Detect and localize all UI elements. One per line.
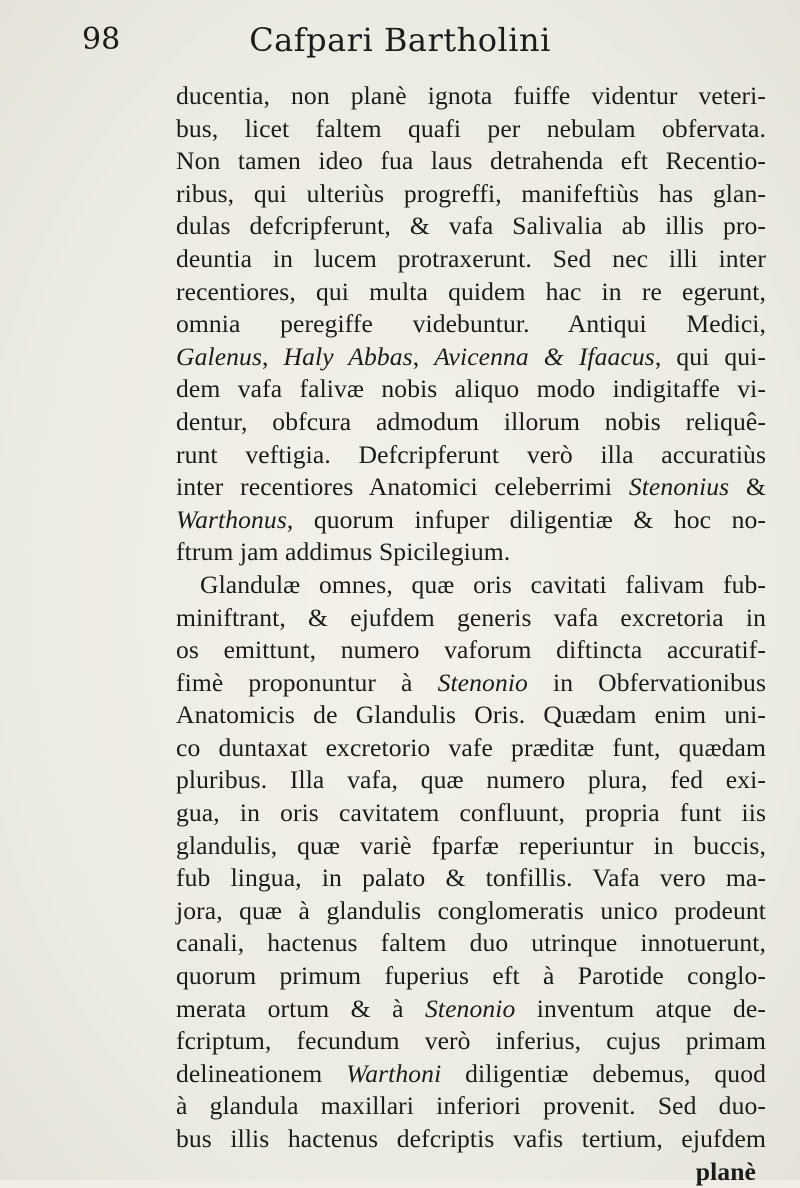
text-segment: miniftrant, & ejufdem generis vafa excretoria in <box>176 602 766 632</box>
text-segment: jora, quæ à glandulis conglomeratis unico prodeunt <box>176 895 766 925</box>
text-segment: inventum atque de- <box>515 993 766 1023</box>
catchword: planè <box>695 1156 756 1186</box>
text-segment: omnia peregiffe videbuntur. Antiqui Medici, <box>176 309 766 339</box>
italic-name: Galenus <box>176 341 263 371</box>
text-segment: os emittunt, numero vaforum diftinctа accuratif- <box>176 635 766 665</box>
text-segment: à glandula maxillari inferiori provenit. Sed duo- <box>176 1091 766 1121</box>
italic-name: Stenonius <box>628 472 730 502</box>
text-line <box>176 1025 766 1058</box>
text-segment: fub lingua, in palato & tonfillis. Vafa vero ma- <box>176 863 766 893</box>
text-segment: bus illis hactenus defcriptis vafis tertium, ejufdem <box>176 1124 766 1153</box>
italic-name: Warthonus <box>176 504 287 534</box>
text-segment: , <box>412 341 435 371</box>
text-line <box>176 569 766 602</box>
text-segment: , qui qui- <box>654 341 766 371</box>
text-segment: fimè proponuntur à <box>176 667 438 697</box>
text-segment: Non tamen ideo fua laus detrahenda eft Recentio- <box>176 146 766 176</box>
italic-name: Avicenna & Ifaacus <box>434 341 655 371</box>
text-segment: deuntia in lucem protraxerunt. Sed nec illi inter <box>176 243 766 273</box>
text-line <box>176 1058 766 1091</box>
text-line <box>176 634 766 667</box>
text-segment: diligentiæ debemus, quod <box>441 1058 766 1088</box>
italic-name: Haly Abbas <box>283 341 413 371</box>
text-line <box>176 113 766 146</box>
text-line <box>176 341 766 374</box>
page-header <box>0 14 800 66</box>
text-line <box>176 862 766 895</box>
text-line <box>176 373 766 406</box>
text-line <box>176 960 766 993</box>
text-segment: recentiores, qui multa quidem hac in re egerunt, <box>176 276 766 306</box>
text-line <box>176 536 766 569</box>
text-segment: canali, hactenus faltem duo utrinque innotuerunt, <box>176 928 766 958</box>
text-line <box>176 471 766 504</box>
text-segment: co duntaxat excretorio vafe præditæ funt, quædam <box>176 732 766 762</box>
text-line <box>176 667 766 700</box>
body-text <box>176 80 766 1188</box>
text-line <box>176 504 766 537</box>
text-segment: dulas defcripferunt, & vafa Salivalia ab illis pro- <box>176 211 766 241</box>
text-segment: Glandulæ omnes, quæ oris cavitati falivam fub- <box>200 569 766 599</box>
text-segment: bus, licet faltem quafi per nebulam obfervata. <box>176 113 766 143</box>
text-segment: delineationem <box>176 1058 347 1088</box>
text-line <box>176 210 766 243</box>
italic-name: Stenonio <box>424 993 516 1023</box>
text-line <box>176 439 766 472</box>
page-number: 98 <box>82 22 121 57</box>
text-segment: in Obfervationibus <box>527 667 766 697</box>
text-line <box>176 830 766 863</box>
text-segment: Anatomicis de Glandulis Oris. Quædam enim uni- <box>176 700 766 730</box>
text-segment: ducentia, non planè ignota fuiffe videntur veteri- <box>176 81 766 110</box>
text-segment: , quorum infuper diligentiæ & hoc no- <box>286 504 766 534</box>
text-line <box>176 927 766 960</box>
text-segment: & <box>729 472 766 502</box>
text-line <box>176 797 766 830</box>
text-line <box>176 699 766 732</box>
text-line <box>176 308 766 341</box>
text-line <box>176 1090 766 1123</box>
running-head: Cafpari Bartholini <box>249 21 551 59</box>
text-line <box>176 1123 766 1156</box>
text-segment: dem vafa falivæ nobis aliquo modo indigitaffe vi- <box>176 374 766 404</box>
text-segment: ribus, qui ulteriùs progreffi, manifeftiùs has glan- <box>176 178 766 208</box>
text-line <box>176 80 766 113</box>
text-line <box>176 276 766 309</box>
text-line <box>176 145 766 178</box>
text-segment: runt veftigia. Defcripferunt verò illa accuratiùs <box>176 439 766 469</box>
text-segment: fcriptum, fecundum verò inferius, cujus primam <box>176 1026 766 1056</box>
italic-name: Stenonio <box>437 667 528 697</box>
text-segment: inter recentiores Anatomici celeberrimi <box>176 472 629 502</box>
text-line <box>176 764 766 797</box>
italic-name: Warthoni <box>346 1058 442 1088</box>
text-line <box>176 602 766 635</box>
text-segment: quorum primum fuperius eft à Parotide conglo- <box>176 961 766 991</box>
text-line <box>176 732 766 765</box>
text-segment: ftrum jam addimus Spicilegium. <box>176 537 511 567</box>
text-segment: merata ortum & à <box>176 993 425 1023</box>
text-segment: dentur, obfcura admodum illorum nobis reliquê- <box>176 406 766 436</box>
text-segment: gua, in oris cavitatem confluunt, propria funt iis <box>176 798 766 828</box>
text-line <box>176 243 766 276</box>
text-segment: pluribus. Illa vafa, quæ numero plura, fed exi- <box>176 765 766 795</box>
text-segment: glandulis, quæ variè fparfæ reperiuntur in buccis, <box>176 830 766 860</box>
text-line <box>176 178 766 211</box>
text-segment: , <box>262 341 284 371</box>
text-line <box>176 406 766 439</box>
text-line <box>176 993 766 1026</box>
text-line <box>176 895 766 928</box>
